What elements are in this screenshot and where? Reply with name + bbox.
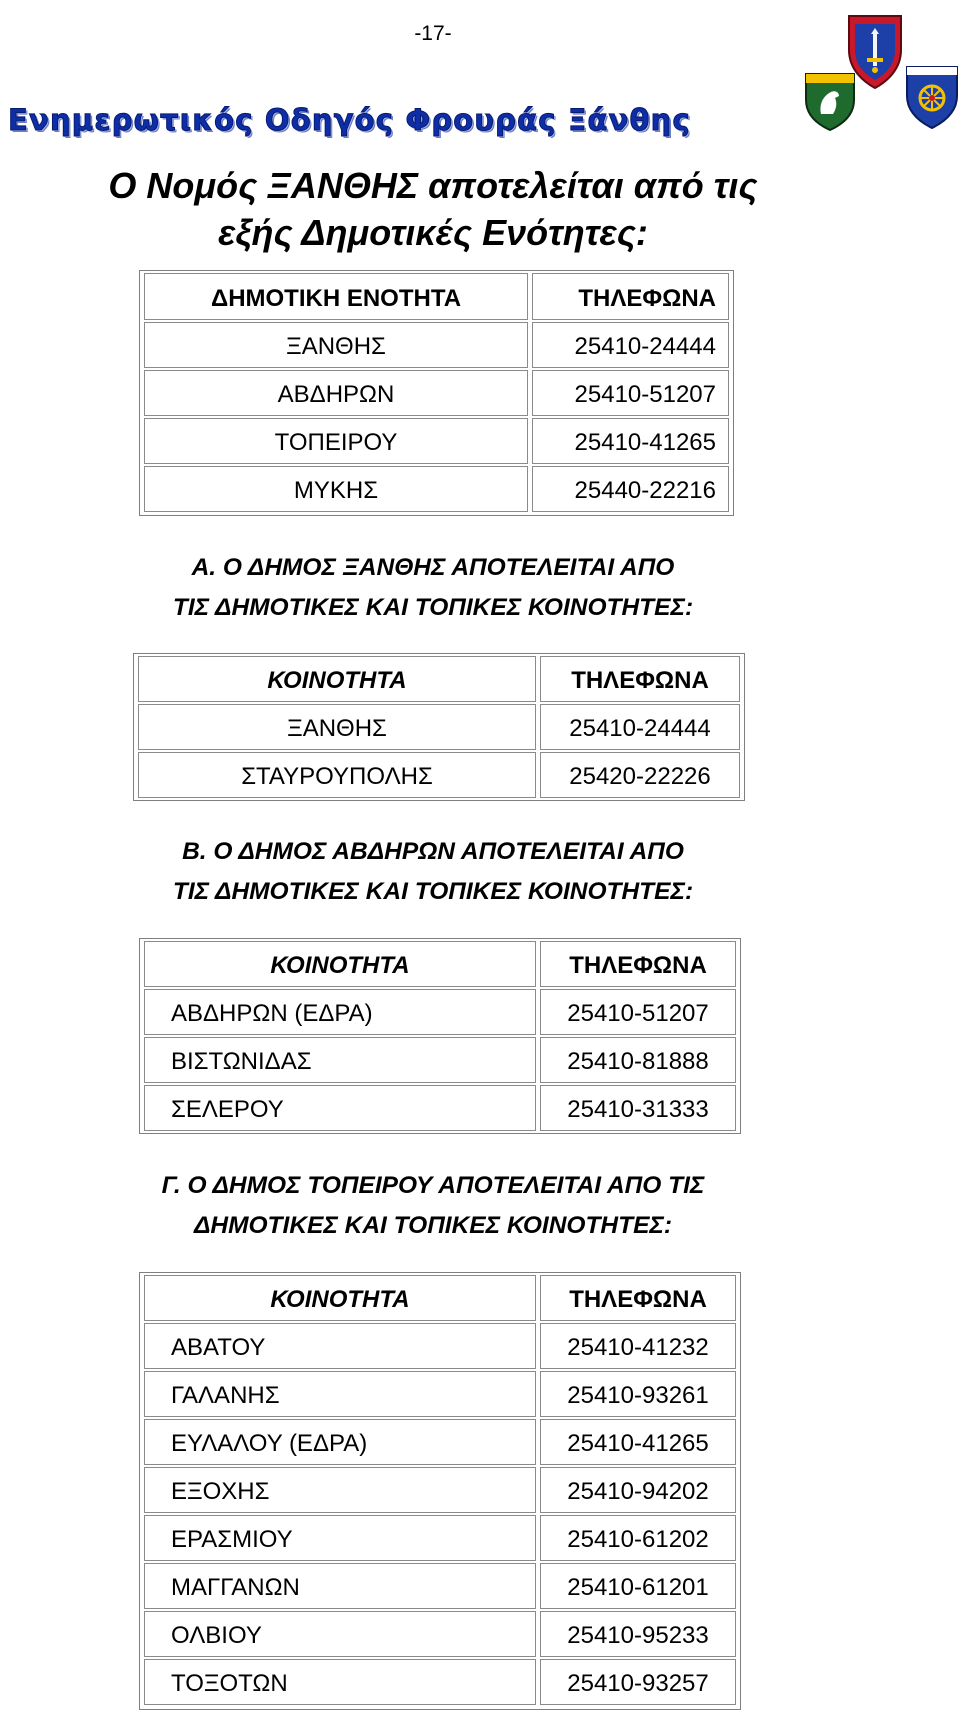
phone-cell [540, 989, 736, 1035]
phone-number: 25410-51207 [567, 1000, 709, 1028]
section-heading-line: ΤΙΣ ΔΗΜΟΤΙΚΕΣ ΚΑΙ ΤΟΠΙΚΕΣ ΚΟΙΝΟΤΗΤΕΣ: [172, 594, 694, 621]
community-name: ΞΑΝΘΗΣ [287, 715, 387, 743]
phone-cell [540, 1563, 736, 1609]
header-cell [540, 941, 736, 987]
header-cell [138, 656, 536, 702]
phone-number: 25410-61201 [567, 1574, 709, 1602]
table-row [140, 1611, 740, 1657]
community-name-cell [144, 1467, 536, 1513]
table-row [140, 989, 740, 1035]
table-row [140, 1467, 740, 1513]
xanthi-communities-table [133, 653, 745, 801]
phone-cell [540, 1659, 736, 1705]
community-name: ΑΒΔΗΡΩΝ (ΕΔΡΑ) [171, 1000, 373, 1028]
phone-number: 25420-22226 [569, 763, 711, 791]
header-label: ΚΟΙΝΟΤΗΤΑ [267, 667, 407, 695]
page-number: -17- [414, 22, 452, 45]
header-cell [144, 1275, 536, 1321]
community-name: ΜΑΓΓΑΝΩΝ [171, 1574, 300, 1602]
community-name: ΣΤΑΥΡΟΥΠΟΛΗΣ [241, 763, 433, 791]
phone-cell [532, 370, 729, 416]
phone-cell [540, 1371, 736, 1417]
header-cell [144, 273, 528, 320]
header-label: ΤΗΛΕΦΩΝΑ [571, 667, 709, 695]
phone-cell [540, 752, 740, 798]
main-heading [60, 162, 806, 256]
section-heading-line: ΔΗΜΟΤΙΚΕΣ ΚΑΙ ΤΟΠΙΚΕΣ ΚΟΙΝΟΤΗΤΕΣ: [193, 1212, 673, 1239]
community-name-cell [144, 1323, 536, 1369]
table-header-row [140, 1275, 740, 1321]
phone-cell [540, 1419, 736, 1465]
phone-cell [540, 704, 740, 750]
phone-cell [540, 1515, 736, 1561]
municipal-units-table [139, 270, 734, 516]
phone-cell [540, 1467, 736, 1513]
table-row [140, 322, 733, 368]
phone-cell [540, 1611, 736, 1657]
table-header-row [140, 273, 733, 320]
shield-emblem-horse-icon [803, 68, 857, 132]
main-heading-line-1: Ο Νομός ΞΑΝΘΗΣ αποτελείται από τις [108, 165, 758, 206]
phone-cell [540, 1323, 736, 1369]
table-row [140, 1323, 740, 1369]
community-name-cell [144, 989, 536, 1035]
table-row [140, 466, 733, 512]
unit-name-cell [144, 466, 528, 512]
community-name-cell [144, 1419, 536, 1465]
phone-cell [532, 466, 729, 512]
phone-number: 25410-41265 [574, 429, 716, 457]
table-row [140, 1515, 740, 1561]
table-row [140, 1085, 740, 1131]
unit-name: ΤΟΠΕΙΡΟΥ [274, 429, 398, 457]
header-cell [144, 941, 536, 987]
community-name: ΟΛΒΙΟΥ [171, 1622, 262, 1650]
section-heading-line: Γ. Ο ΔΗΜΟΣ ΤΟΠΕΙΡΟΥ ΑΠΟΤΕΛΕΙΤΑΙ ΑΠΟ ΤΙΣ [161, 1172, 705, 1199]
header-cell [540, 656, 740, 702]
phone-number: 25440-22216 [574, 477, 716, 505]
phone-number: 25410-41232 [567, 1334, 709, 1362]
header-cell [540, 1275, 736, 1321]
shield-emblem-wheel-icon [904, 62, 960, 130]
unit-name-cell [144, 322, 528, 368]
table-row [140, 1419, 740, 1465]
main-heading-line-2: εξής Δημοτικές Ενότητες: [218, 212, 648, 253]
phone-number: 25410-95233 [567, 1622, 709, 1650]
table-row [134, 752, 744, 798]
phone-number: 25410-41265 [567, 1430, 709, 1458]
community-name: ΑΒΑΤΟΥ [171, 1334, 266, 1362]
community-name-cell [144, 1611, 536, 1657]
community-name: ΤΟΞΟΤΩΝ [171, 1670, 288, 1698]
unit-name: ΑΒΔΗΡΩΝ [277, 381, 395, 409]
section-c-heading [60, 1166, 806, 1246]
community-name-cell [144, 1371, 536, 1417]
unit-name: ΜΥΚΗΣ [293, 477, 379, 505]
header-label: ΔΗΜΟΤΙΚΗ ΕΝΟΤΗΤΑ [210, 284, 462, 312]
unit-name-cell [144, 370, 528, 416]
phone-number: 25410-51207 [574, 381, 716, 409]
phone-number: 25410-93257 [567, 1670, 709, 1698]
header-label: ΚΟΙΝΟΤΗΤΑ [270, 1286, 410, 1314]
phone-number: 25410-61202 [567, 1526, 709, 1554]
community-name-cell [138, 704, 536, 750]
phone-number: 25410-24444 [569, 715, 711, 743]
header-label: ΚΟΙΝΟΤΗΤΑ [270, 952, 410, 980]
table-header-row [134, 656, 744, 702]
header-label: ΤΗΛΕΦΩΝΑ [578, 284, 716, 312]
section-b-heading [60, 832, 806, 912]
table-row [140, 1371, 740, 1417]
header-label: ΤΗΛΕΦΩΝΑ [569, 952, 707, 980]
phone-cell [540, 1085, 736, 1131]
community-name: ΒΙΣΤΩΝΙΔΑΣ [171, 1048, 312, 1076]
phone-cell [532, 418, 729, 464]
phone-cell [540, 1037, 736, 1083]
community-name-cell [138, 752, 536, 798]
section-heading-line: ΤΙΣ ΔΗΜΟΤΙΚΕΣ ΚΑΙ ΤΟΠΙΚΕΣ ΚΟΙΝΟΤΗΤΕΣ: [172, 878, 694, 905]
phone-number: 25410-24444 [574, 333, 716, 361]
table-row [140, 418, 733, 464]
table-row [140, 1037, 740, 1083]
community-name-cell [144, 1037, 536, 1083]
phone-number: 25410-81888 [567, 1048, 709, 1076]
guide-banner-title: Ενημερωτικός Οδηγός Φρουράς Ξάνθης [8, 103, 691, 137]
community-name-cell [144, 1515, 536, 1561]
section-heading-line: Β. Ο ΔΗΜΟΣ ΑΒΔΗΡΩΝ ΑΠΟΤΕΛΕΙΤΑΙ ΑΠΟ [182, 838, 684, 865]
section-a-heading [60, 548, 806, 628]
table-row [140, 370, 733, 416]
community-name-cell [144, 1659, 536, 1705]
unit-name-cell [144, 418, 528, 464]
community-name: ΣΕΛΕΡΟΥ [171, 1096, 284, 1124]
section-heading-line: Α. Ο ΔΗΜΟΣ ΞΑΝΘΗΣ ΑΠΟΤΕΛΕΙΤΑΙ ΑΠΟ [191, 554, 675, 581]
community-name: ΕΡΑΣΜΙΟΥ [171, 1526, 293, 1554]
community-name: ΕΞΟΧΗΣ [171, 1478, 270, 1506]
phone-number: 25410-31333 [567, 1096, 709, 1124]
community-name: ΓΑΛΑΝΗΣ [171, 1382, 280, 1410]
header-cell [532, 273, 729, 320]
table-header-row [140, 941, 740, 987]
header-label: ΤΗΛΕΦΩΝΑ [569, 1286, 707, 1314]
table-row [140, 1659, 740, 1705]
community-name-cell [144, 1085, 536, 1131]
unit-name: ΞΑΝΘΗΣ [286, 333, 386, 361]
topeiros-communities-table [139, 1272, 741, 1710]
phone-number: 25410-93261 [567, 1382, 709, 1410]
table-row [134, 704, 744, 750]
phone-cell [532, 322, 729, 368]
community-name: ΕΥΛΑΛΟΥ (ΕΔΡΑ) [171, 1430, 368, 1458]
community-name-cell [144, 1563, 536, 1609]
table-row [140, 1563, 740, 1609]
phone-number: 25410-94202 [567, 1478, 709, 1506]
avdira-communities-table [139, 938, 741, 1134]
